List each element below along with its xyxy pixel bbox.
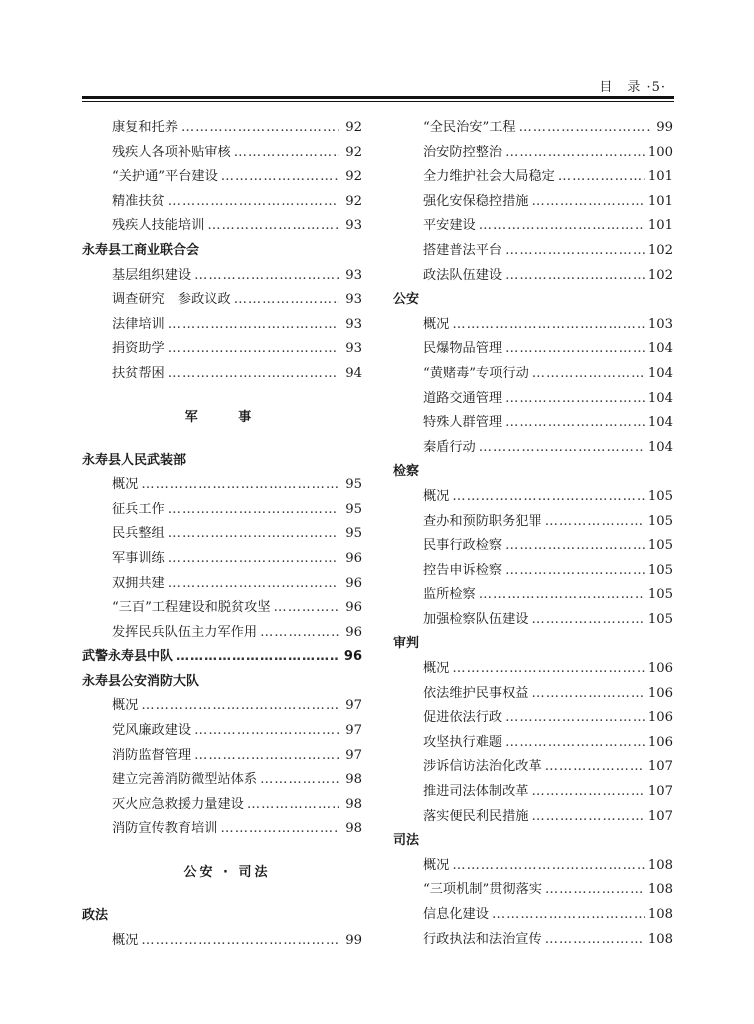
toc-entry[interactable]	[393, 116, 673, 141]
toc-entry-title: 秦盾行动	[423, 439, 476, 455]
toc-entry-title: 武警永寿县中队	[82, 649, 174, 665]
toc-leader-dots	[221, 165, 339, 190]
toc-leader-dots	[452, 485, 644, 510]
toc-page-number: 101	[647, 193, 673, 209]
header-rule-thin	[82, 101, 674, 102]
toc-page-number: 96	[345, 600, 362, 616]
toc-leader-dots	[168, 362, 339, 387]
toc-entry-title: “全民治安”工程	[423, 120, 516, 135]
toc-entry-title: 党风廉政建设	[112, 723, 192, 739]
toc-entry[interactable]	[82, 116, 362, 141]
toc-page-number: 95	[345, 477, 362, 493]
toc-leader-dots	[545, 510, 645, 535]
toc-entry[interactable]	[82, 817, 362, 842]
toc-entry-title: 强化安保稳控措施	[423, 193, 529, 209]
toc-leader-dots	[141, 929, 339, 954]
toc-page-number: 93	[345, 316, 362, 332]
spacer	[82, 433, 362, 449]
toc-leader-dots	[505, 264, 645, 289]
toc-entry-title: 消防监督管理	[112, 747, 192, 763]
toc-page-number: 92	[345, 169, 362, 185]
toc-page-number: 104	[647, 415, 673, 431]
toc-entry-title: 概况	[423, 661, 450, 677]
toc-entry-title: 基层组织建设	[112, 267, 192, 283]
toc-page-number: 95	[345, 526, 362, 542]
toc-page-number: 107	[647, 784, 673, 800]
toc-entry-title: 推进司法体制改革	[423, 784, 529, 800]
toc-page-number: 107	[647, 808, 673, 824]
toc-section-heading[interactable]	[393, 288, 673, 313]
toc-column-right	[393, 116, 673, 952]
toc-section-heading[interactable]	[82, 449, 362, 474]
toc-entry-title: 精准扶贫	[112, 193, 165, 209]
toc-entry-title: 攻坚执行难题	[423, 734, 503, 750]
toc-page-number: 105	[647, 538, 673, 554]
toc-leader-dots	[479, 214, 645, 239]
toc-entry[interactable]	[393, 436, 673, 461]
toc-entry-title: 政法队伍建设	[423, 267, 503, 283]
toc-leader-dots	[194, 719, 339, 744]
toc-entry-title: 信息化建设	[423, 907, 489, 922]
page-header	[82, 76, 674, 96]
toc-entry-title: 促进依法行政	[423, 710, 503, 726]
toc-section-heading[interactable]	[82, 904, 362, 929]
category-heading: 军 事	[184, 409, 270, 425]
toc-entry-title: 双拥共建	[112, 575, 165, 591]
toc-page-number: 97	[345, 723, 362, 739]
toc-entry[interactable]	[82, 547, 362, 572]
toc-page-number: 97	[345, 747, 362, 763]
toc-page-number: 100	[647, 144, 673, 160]
toc-leader-dots	[505, 411, 645, 436]
toc-section-heading[interactable]	[393, 632, 673, 657]
toc-entry-title: 治安防控整治	[423, 144, 503, 160]
toc-leader-dots	[505, 534, 645, 559]
toc-entry-title: 概况	[423, 857, 450, 873]
toc-leader-dots	[532, 780, 645, 805]
toc-entry-title: 康复和托养	[112, 120, 178, 135]
toc-entry[interactable]	[393, 706, 673, 731]
spacer	[82, 888, 362, 904]
toc-section-heading[interactable]	[82, 239, 362, 264]
toc-page-number: 104	[647, 439, 673, 455]
toc-entry[interactable]	[393, 731, 673, 756]
toc-entry[interactable]	[82, 719, 362, 744]
toc-leader-dots	[234, 141, 339, 166]
category-heading: 公安 · 司法	[183, 865, 271, 881]
toc-entry[interactable]	[393, 264, 673, 289]
toc-column-left	[82, 116, 362, 953]
toc-entry[interactable]	[393, 362, 673, 387]
toc-entry[interactable]	[393, 805, 673, 830]
toc-leader-dots	[479, 436, 645, 461]
toc-leader-dots	[452, 657, 644, 682]
toc-entry-title: “关护通”平台建设	[112, 169, 218, 185]
toc-page-number: 103	[647, 316, 673, 332]
toc-entry-title: 军事训练	[112, 550, 165, 566]
toc-page-number: 108	[647, 857, 673, 873]
toc-entry[interactable]	[82, 793, 362, 818]
toc-entry[interactable]	[82, 621, 362, 646]
toc-page-number: 105	[647, 587, 673, 603]
toc-entry[interactable]	[393, 190, 673, 215]
toc-leader-dots	[168, 337, 339, 362]
toc-entry[interactable]	[82, 768, 362, 793]
toc-entry[interactable]	[82, 264, 362, 289]
toc-leader-dots	[234, 288, 339, 313]
toc-page-number: 106	[647, 710, 673, 726]
toc-entry-title: 政法	[82, 908, 109, 924]
toc-leader-dots	[452, 313, 644, 338]
toc-page-number: 105	[647, 488, 673, 504]
toc-leader-dots	[168, 313, 339, 338]
toc-leader-dots	[181, 116, 339, 141]
toc-page-number: 102	[647, 267, 673, 283]
toc-entry-title: 全力维护社会大局稳定	[423, 169, 555, 185]
toc-entry-title: 消防宣传教育培训	[112, 821, 218, 837]
toc-page-number: 107	[647, 759, 673, 775]
toc-entry[interactable]	[82, 141, 362, 166]
toc-leader-dots	[532, 805, 645, 830]
toc-entry[interactable]	[82, 337, 362, 362]
toc-entry-title: 概况	[423, 488, 450, 504]
toc-entry-title: 道路交通管理	[423, 390, 503, 406]
toc-entry[interactable]	[82, 313, 362, 338]
toc-page-number: 106	[647, 734, 673, 750]
toc-leader-dots	[505, 559, 645, 584]
toc-page-number: 96	[345, 624, 362, 640]
toc-page-number: 93	[345, 218, 362, 234]
toc-entry[interactable]	[393, 313, 673, 338]
toc-leader-dots	[545, 878, 645, 903]
toc-page-number: 93	[345, 267, 362, 283]
toc-entry-title: 民事行政检察	[423, 538, 503, 554]
toc-entry[interactable]	[393, 510, 673, 535]
toc-entry[interactable]	[393, 854, 673, 879]
toc-entry[interactable]	[82, 498, 362, 523]
toc-entry[interactable]	[82, 572, 362, 597]
toc-entry-title: 概况	[112, 698, 139, 714]
toc-entry-title: 永寿县人民武装部	[82, 452, 187, 468]
toc-entry[interactable]	[82, 473, 362, 498]
spacer	[82, 387, 362, 403]
toc-entry-title: 永寿县工商业联合会	[82, 242, 200, 258]
toc-leader-dots	[505, 239, 645, 264]
toc-entry[interactable]	[82, 694, 362, 719]
header-rule-thick	[82, 96, 674, 99]
toc-leader-dots	[260, 768, 339, 793]
toc-leader-dots	[505, 337, 645, 362]
toc-entry[interactable]	[82, 596, 362, 621]
toc-entry-title: 永寿县公安消防大队	[82, 673, 200, 689]
toc-entry[interactable]	[393, 239, 673, 264]
toc-page-number: 96	[343, 649, 362, 665]
toc-page-number: 108	[647, 882, 673, 898]
toc-leader-dots	[247, 793, 339, 818]
toc-entry-title: 灭火应急救援力量建设	[112, 796, 244, 812]
header-text: 目 录 ·5·	[599, 80, 666, 95]
toc-section-heading[interactable]	[393, 829, 673, 854]
toc-entry[interactable]	[82, 288, 362, 313]
toc-page-number: 108	[647, 931, 673, 947]
toc-leader-dots	[532, 608, 645, 633]
toc-entry[interactable]	[393, 928, 673, 953]
toc-entry[interactable]	[393, 337, 673, 362]
toc-entry-title: 征兵工作	[112, 501, 165, 517]
toc-page-number: 93	[345, 341, 362, 357]
toc-leader-dots	[274, 596, 339, 621]
toc-entry-title: 特殊人群管理	[423, 415, 503, 431]
toc-page-number: 92	[345, 144, 362, 160]
toc-entry-title: 平安建设	[423, 218, 476, 234]
toc-entry-title: 概况	[423, 316, 450, 332]
toc-leader-dots	[452, 854, 644, 879]
toc-page-number: 96	[345, 550, 362, 566]
toc-entry[interactable]	[393, 583, 673, 608]
toc-entry-title: 概况	[112, 932, 139, 948]
toc-leader-dots	[168, 190, 339, 215]
toc-leader-dots	[221, 817, 340, 842]
toc-page-number: 97	[345, 698, 362, 714]
toc-page-number: 99	[345, 932, 362, 948]
toc-page-number: 106	[647, 661, 673, 677]
toc-page-number: 104	[647, 341, 673, 357]
toc-entry[interactable]	[393, 657, 673, 682]
toc-entry-title: 捐资助学	[112, 341, 165, 357]
toc-page-number: 105	[647, 562, 673, 578]
toc-leader-dots	[492, 903, 645, 928]
toc-leader-dots	[545, 755, 645, 780]
toc-page-number: 93	[345, 292, 362, 308]
toc-entry[interactable]	[393, 559, 673, 584]
toc-leader-dots	[194, 264, 339, 289]
toc-leader-dots	[168, 572, 339, 597]
toc-entry[interactable]	[82, 165, 362, 190]
toc-entry[interactable]	[82, 929, 362, 954]
toc-page-number: 105	[647, 513, 673, 529]
toc-page-number: 102	[647, 242, 673, 258]
toc-leader-dots	[168, 522, 339, 547]
toc-page-number: 101	[647, 169, 673, 185]
toc-page-number: 99	[656, 120, 673, 135]
toc-entry-title: 加强检察队伍建设	[423, 611, 529, 627]
toc-entry[interactable]	[393, 165, 673, 190]
toc-entry[interactable]	[393, 485, 673, 510]
toc-entry[interactable]	[393, 411, 673, 436]
toc-entry-title: 搭建普法平台	[423, 242, 503, 258]
toc-entry-title: 民兵整组	[112, 526, 165, 542]
toc-leader-dots	[260, 621, 339, 646]
toc-page-number: 98	[345, 772, 362, 788]
toc-page-number: 98	[345, 821, 362, 837]
toc-section-heading[interactable]	[82, 670, 362, 695]
toc-section-entry[interactable]	[82, 645, 362, 670]
toc-page-number: 108	[647, 907, 673, 922]
toc-leader-dots	[505, 706, 645, 731]
toc-leader-dots	[194, 744, 339, 769]
toc-entry-title: 扶贫帮困	[112, 365, 165, 381]
toc-entry-title: 发挥民兵队伍主力军作用	[112, 624, 258, 640]
toc-entry[interactable]	[393, 780, 673, 805]
toc-entry-title: 查办和预防职务犯罪	[423, 513, 542, 529]
toc-page-number: 104	[647, 390, 673, 406]
toc-entry-title: 检察	[393, 464, 420, 480]
toc-leader-dots	[141, 473, 339, 498]
toc-leader-dots	[545, 928, 645, 953]
toc-page-number: 106	[647, 685, 673, 701]
toc-page-number: 105	[647, 611, 673, 627]
toc-entry-title: 建立完善消防微型站体系	[112, 772, 258, 788]
toc-entry-title: 公安	[393, 292, 420, 308]
toc-entry[interactable]	[82, 190, 362, 215]
spacer	[82, 842, 362, 858]
toc-entry[interactable]	[393, 682, 673, 707]
toc-page-number: 101	[647, 218, 673, 234]
toc-leader-dots	[168, 498, 339, 523]
toc-leader-dots	[141, 694, 339, 719]
toc-leader-dots	[532, 362, 645, 387]
toc-leader-dots	[519, 116, 650, 141]
toc-leader-dots	[558, 165, 645, 190]
toc-entry-title: 依法维护民事权益	[423, 685, 529, 701]
toc-page-number: 96	[345, 575, 362, 591]
toc-entry-title: 监所检察	[423, 587, 476, 603]
toc-leader-dots	[505, 387, 645, 412]
toc-entry[interactable]	[393, 608, 673, 633]
toc-entry[interactable]	[393, 755, 673, 780]
toc-entry[interactable]	[393, 903, 673, 928]
toc-page-number: 94	[345, 365, 362, 381]
toc-page-number: 98	[345, 796, 362, 812]
toc-entry-title: 调查研究 参政议政	[112, 292, 231, 308]
toc-entry-title: 落实便民利民措施	[423, 808, 529, 824]
toc-entry-title: 司法	[393, 833, 420, 849]
toc-section-heading[interactable]	[393, 460, 673, 485]
toc-entry-title: 残疾人技能培训	[112, 218, 205, 234]
toc-entry[interactable]	[393, 878, 673, 903]
toc-entry-title: “三项机制”贯彻落实	[423, 882, 542, 898]
toc-entry-title: “三百”工程建设和脱贫攻坚	[112, 600, 271, 616]
toc-page-number: 95	[345, 501, 362, 517]
toc-entry-title: 概况	[112, 477, 139, 493]
toc-page-number: 92	[345, 193, 362, 209]
toc-page-number: 104	[647, 365, 673, 381]
toc-entry[interactable]	[393, 387, 673, 412]
toc-leader-dots	[479, 583, 645, 608]
toc-leader-dots	[505, 141, 645, 166]
toc-entry-title: 行政执法和法治宣传	[423, 931, 542, 947]
toc-entry[interactable]	[393, 534, 673, 559]
toc-leader-dots	[532, 190, 645, 215]
toc-page-number: 92	[345, 120, 362, 135]
toc-entry-title: 控告申诉检察	[423, 562, 503, 578]
toc-entry[interactable]	[393, 141, 673, 166]
toc-leader-dots	[168, 547, 339, 572]
toc-entry[interactable]	[82, 522, 362, 547]
toc-leader-dots	[505, 731, 645, 756]
toc-entry[interactable]	[82, 362, 362, 387]
toc-leader-dots	[176, 645, 339, 670]
toc-entry[interactable]	[393, 214, 673, 239]
toc-entry-title: 民爆物品管理	[423, 341, 503, 357]
toc-entry[interactable]	[82, 214, 362, 239]
toc-entry-title: 残疾人各项补贴审核	[112, 144, 231, 160]
toc-entry[interactable]	[82, 744, 362, 769]
toc-entry-title: 审判	[393, 636, 420, 652]
toc-leader-dots	[207, 214, 339, 239]
toc-entry-title: 涉诉信访法治化改革	[423, 759, 542, 775]
toc-entry-title: “黄赌毒”专项行动	[423, 365, 529, 381]
toc-entry-title: 法律培训	[112, 316, 165, 332]
toc-leader-dots	[532, 682, 645, 707]
